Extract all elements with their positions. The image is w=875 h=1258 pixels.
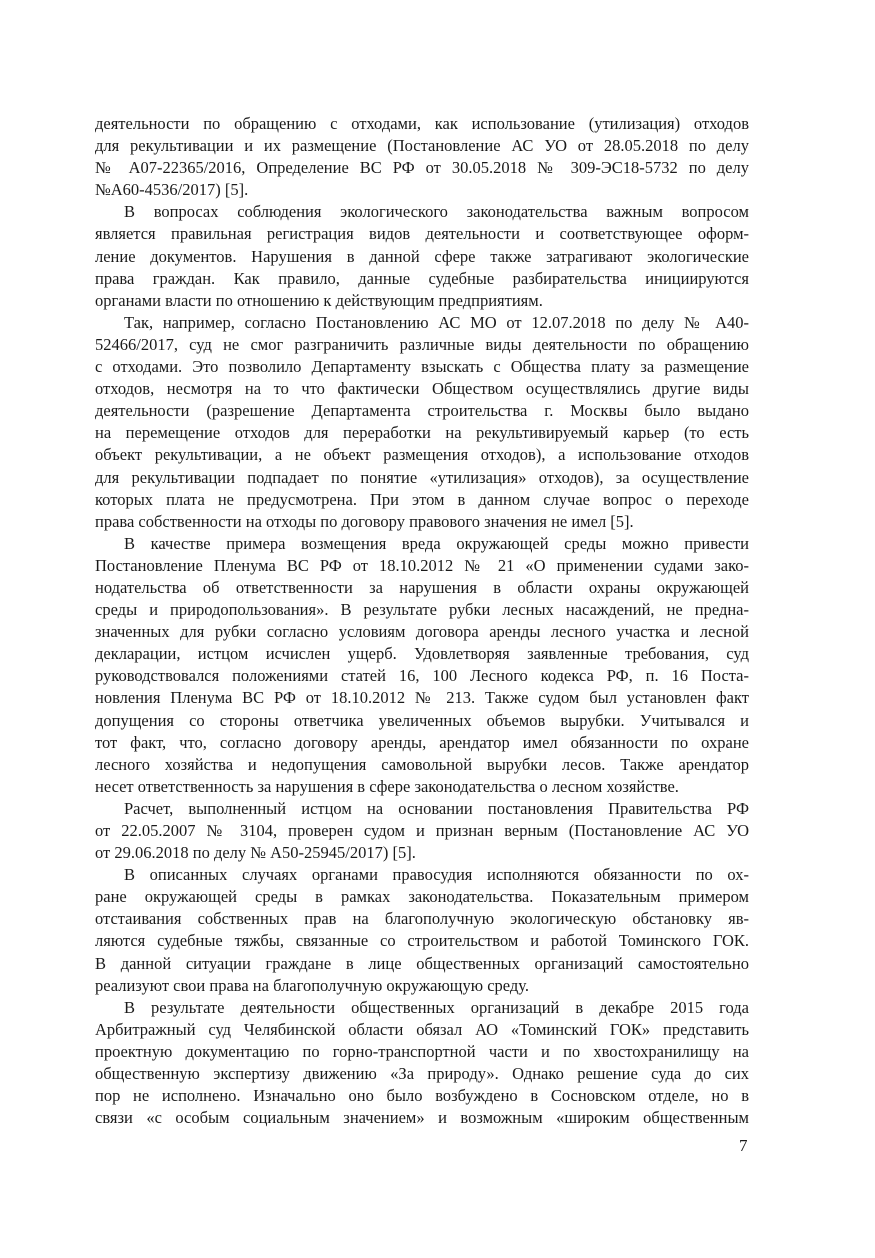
text-line: Расчет, выполненный истцом на основании постановления Правительства РФ — [124, 798, 749, 818]
text-line: Арбитражный суд Челябинской области обязал АО «Томинский ГОК» представить — [95, 1019, 749, 1039]
paragraph — [95, 201, 749, 311]
text-line: значенных для рубки согласно условиям договора аренды лесного участка и лесной — [95, 622, 749, 642]
text-line: декларации, истцом исчислен ущерб. Удовлетворяя заявленные требования, суд — [95, 644, 749, 664]
text-line: права граждан. Как правило, данные судебные разбирательства инициируются — [95, 268, 749, 288]
text-line: от 29.06.2018 по делу № А50-25945/2017) [5]. — [95, 843, 416, 863]
text-line: объект рекультивации, а не объект размещения отходов), а использование отходов — [95, 445, 749, 465]
paragraph — [95, 997, 749, 1130]
text-line: права собственности на отходы по договору правового значения не имел [5]. — [95, 511, 634, 531]
text-line: ляются судебные тяжбы, связанные со строительством и работой Томинского ГОК. — [95, 931, 749, 951]
text-line: является правильная регистрация видов деятельности и соответствующее оформ- — [95, 224, 749, 244]
text-line: отстаивания собственных прав на благополучную экологическую обстановку яв- — [95, 909, 749, 929]
text-line: Постановление Пленума ВС РФ от 18.10.2012 № 21 «О применении судами зако- — [95, 555, 749, 575]
text-line: которых плата не предусмотрена. При этом в данном случае вопрос о переходе — [95, 489, 749, 509]
text-line: допущения со стороны ответчика увеличенных объемов вырубки. Учитывался и — [95, 710, 749, 730]
text-line: пор не исполнено. Изначально оно было возбуждено в Сосновском отделе, но в — [95, 1086, 749, 1106]
text-line: нодательства об ответственности за нарушения в области охраны окружающей — [95, 577, 749, 597]
text-line: для рекультивации подпадает по понятие «утилизация» отходов), за осуществление — [95, 467, 749, 487]
text-line: тот факт, что, согласно договору аренды, арендатор имел обязанности по охране — [95, 732, 749, 752]
text-line: новления Пленума ВС РФ от 18.10.2012 № 213. Также судом был установлен факт — [95, 688, 749, 708]
text-line: деятельности (разрешение Департамента строительства г. Москвы было выдано — [95, 401, 749, 421]
text-line: В вопросах соблюдения экологического законодательства важным вопросом — [124, 202, 749, 222]
paragraph — [95, 312, 749, 533]
text-line: с отходами. Это позволило Департаменту взыскать с Общества плату за размещение — [95, 357, 749, 377]
text-line: руководствовался положениями статей 16, 100 Лесного кодекса РФ, п. 16 Поста- — [95, 666, 749, 686]
text-line: В результате деятельности общественных организаций в декабре 2015 года — [124, 997, 749, 1017]
text-line: от 22.05.2007 № 3104, проверен судом и признан верным (Постановление АС УО — [95, 821, 749, 840]
paragraph — [95, 533, 749, 798]
text-line: для рекультивации и их размещение (Постановление АС УО от 28.05.2018 по делу — [95, 136, 749, 156]
paragraph — [95, 798, 749, 864]
text-line: реализуют свои права на благополучную окружающую среду. — [95, 975, 529, 995]
text-line: отходов, несмотря на то что фактически Обществом осуществлялись другие виды — [95, 379, 749, 399]
text-line: лесного хозяйства и недопущения самовольной вырубки лесов. Также арендатор — [95, 754, 749, 774]
paragraph — [95, 113, 749, 201]
text-line: №А60-4536/2017) [5]. — [95, 180, 249, 200]
text-line: В данной ситуации граждане в лице общественных организаций самостоятельно — [95, 953, 749, 973]
page-number: 7 — [739, 1136, 748, 1155]
text-line: 52466/2017, суд не смог разграничить различные виды деятельности по обращению — [95, 334, 749, 354]
paragraph — [95, 864, 749, 997]
text-line: на перемещение отходов для переработки на рекультивируемый карьер (то есть — [95, 423, 749, 443]
text-line: среды и природопользования». В результате рубки лесных насаждений, не предна- — [95, 600, 749, 620]
text-line: № А07-22365/2016, Определение ВС РФ от 30.05.2018 № 309-ЭС18-5732 по делу — [95, 158, 749, 178]
text-line: органами власти по отношению к действующим предприятиям. — [95, 290, 543, 310]
text-line: проектную документацию по горно-транспортной части и по хвостохранилищу на — [95, 1041, 749, 1061]
text-line: ление документов. Нарушения в данной сфере также затрагивают экологические — [95, 246, 749, 266]
text-line: В качестве примера возмещения вреда окружающей среды можно привести — [124, 533, 749, 553]
text-line: ране окружающей среды в рамках законодательства. Показательным примером — [95, 887, 749, 907]
text-line: связи «с особым социальным значением» и возможным «широким общественным — [95, 1108, 749, 1128]
page-body — [95, 113, 749, 1129]
text-line: В описанных случаях органами правосудия исполняются обязанности по ох- — [124, 865, 749, 885]
text-line: Так, например, согласно Постановлению АС МО от 12.07.2018 по делу № А40- — [124, 312, 749, 332]
text-line: общественную экспертизу движению «За природу». Однако решение суда до сих — [95, 1064, 749, 1084]
text-line: деятельности по обращению с отходами, как использование (утилизация) отходов — [95, 114, 749, 133]
text-line: несет ответственность за нарушения в сфере законодательства о лесном хозяйстве. — [95, 776, 679, 796]
